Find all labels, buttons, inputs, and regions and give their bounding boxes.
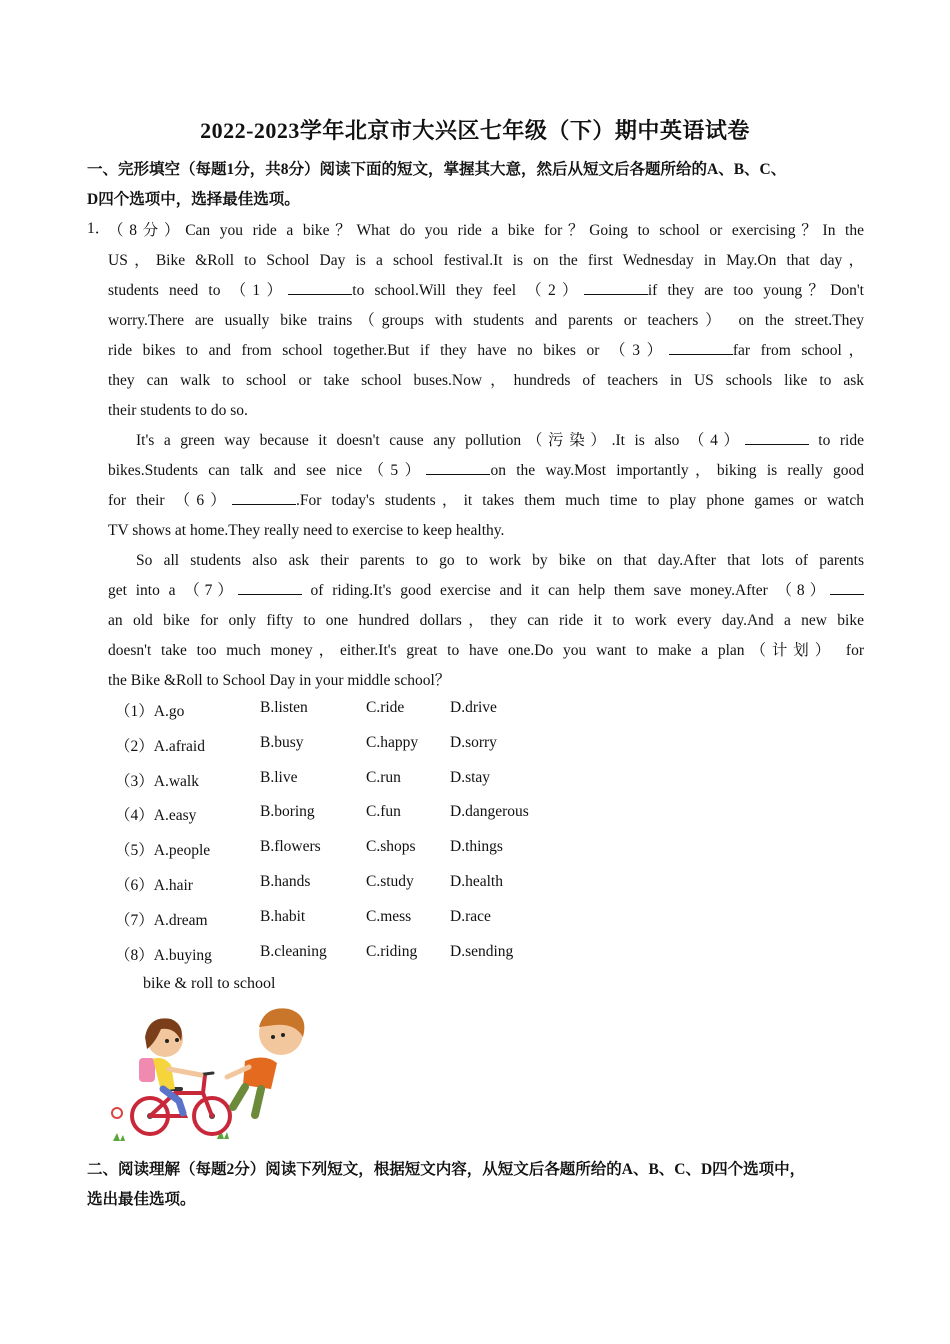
blank-3[interactable]	[669, 340, 733, 355]
option-b[interactable]: B.hands	[260, 872, 311, 890]
option-c[interactable]: C.fun	[366, 803, 401, 821]
option-c[interactable]: C.study	[366, 872, 414, 890]
option-a[interactable]: （7）A.dream	[115, 911, 208, 929]
option-c[interactable]: C.mess	[366, 907, 412, 925]
passage-line: bikes.Students can talk and see nice（5） on the way.Most importantly，biking is really good	[108, 462, 864, 479]
section2-line1: 二、阅读理解（每题2分）阅读下列短文，根据短文内容，从短文后各题所给的A、B、C、D四个选项中，	[87, 1161, 806, 1178]
option-c[interactable]: C.run	[366, 768, 401, 786]
passage-line: （8分）Can you ride a bike？What do you ride a bike for？Going to school or exercising？In the	[108, 222, 864, 239]
passage-line: get into a （7） of riding.It's good exercise and it can help them save money.After （8）	[108, 576, 864, 606]
option-b[interactable]: B.listen	[260, 699, 308, 716]
blank-5[interactable]	[426, 460, 490, 475]
passage-line: It's a green way because it doesn't cause any pollution（污染）.It is also （4） to ride	[136, 432, 864, 449]
option-d[interactable]: D.stay	[450, 768, 491, 786]
section1-instructions	[87, 155, 867, 215]
passage-paragraph-2	[108, 426, 864, 546]
section2-instructions	[87, 1155, 867, 1215]
option-d[interactable]: D.race	[450, 907, 491, 925]
blank-6[interactable]	[232, 490, 296, 505]
option-b[interactable]: B.busy	[260, 733, 304, 751]
option-d[interactable]: D.dangerous	[450, 803, 529, 821]
option-b[interactable]: B.live	[260, 768, 298, 786]
passage-paragraph-3	[108, 546, 864, 696]
blank-4[interactable]	[745, 430, 809, 445]
section1-line2: D四个选项中，选择最佳选项。	[87, 191, 300, 208]
option-c[interactable]: C.ride	[366, 699, 405, 716]
blank-8[interactable]	[830, 580, 864, 595]
option-d[interactable]: D.sending	[450, 942, 514, 960]
passage-line: worry.There are usually bike trains（groups with students and parents or teachers） on the street.They	[108, 312, 864, 329]
question-number: 1．	[87, 220, 111, 237]
option-d[interactable]: D.sorry	[450, 733, 497, 751]
blank-1[interactable]	[288, 280, 352, 295]
passage-line: for their （6） .For today's students，it takes them much time to play phone games or watch	[108, 492, 864, 509]
option-a[interactable]: （2）A.afraid	[115, 737, 205, 755]
bike-kids-illustration	[105, 1003, 315, 1145]
option-d[interactable]: D.health	[450, 872, 503, 890]
section1-line1: 一、完形填空（每题1分，共8分）阅读下面的短文，掌握其大意，然后从短文后各题所给的A、B、C、	[87, 161, 787, 178]
passage-paragraph-1	[108, 216, 864, 426]
option-a[interactable]: （6）A.hair	[115, 876, 193, 894]
blank-7[interactable]	[238, 580, 302, 595]
passage-line: ride bikes to and from school together.But if they have no bikes or （3） far from school，	[108, 342, 864, 359]
option-d[interactable]: D.drive	[450, 699, 497, 716]
option-a[interactable]: （5）A.people	[115, 842, 211, 860]
passage-line: students need to （1） to school.Will they feel （2） if they are too young？Don't	[108, 282, 864, 299]
passage-line: TV shows at home.They really need to exercise to keep healthy.	[108, 522, 505, 539]
option-c[interactable]: C.happy	[366, 733, 419, 751]
blank-2[interactable]	[584, 280, 648, 295]
option-a[interactable]: （4）A.easy	[115, 807, 197, 825]
section2-line2: 选出最佳选项。	[87, 1191, 196, 1208]
passage-line: an old bike for only fifty to one hundred dollars，they can ride it to work every day.And a new bike	[108, 612, 864, 629]
option-a[interactable]: （3）A.walk	[115, 772, 199, 790]
option-c[interactable]: C.shops	[366, 838, 416, 856]
option-a[interactable]: （8）A.buying	[115, 946, 212, 964]
passage-line: So all students also ask their parents to go to work by bike on that day.After that lots of parents	[136, 552, 864, 569]
option-a[interactable]: （1）A.go	[115, 703, 185, 720]
passage-line: they can walk to school or take school buses.Now，hundreds of teachers in US schools like to ask	[108, 372, 864, 389]
option-b[interactable]: B.flowers	[260, 838, 321, 856]
passage-line: US，Bike &Roll to School Day is a school festival.It is on the first Wednesday in May.On that day，	[108, 252, 864, 269]
passage-line: the Bike &Roll to School Day in your middle school？	[108, 672, 451, 689]
option-b[interactable]: B.boring	[260, 803, 315, 821]
passage-line: doesn't take too much money，either.It's great to have one.Do you want to make a plan（计划） for	[108, 642, 864, 659]
option-b[interactable]: B.habit	[260, 907, 306, 925]
option-b[interactable]: B.cleaning	[260, 942, 327, 960]
illustration-caption: bike & roll to school	[143, 975, 276, 992]
option-c[interactable]: C.riding	[366, 942, 418, 960]
option-d[interactable]: D.things	[450, 838, 503, 856]
page-title: 2022-2023学年北京市大兴区七年级（下）期中英语试卷	[200, 118, 750, 143]
passage-line: their students to do so.	[108, 402, 248, 419]
